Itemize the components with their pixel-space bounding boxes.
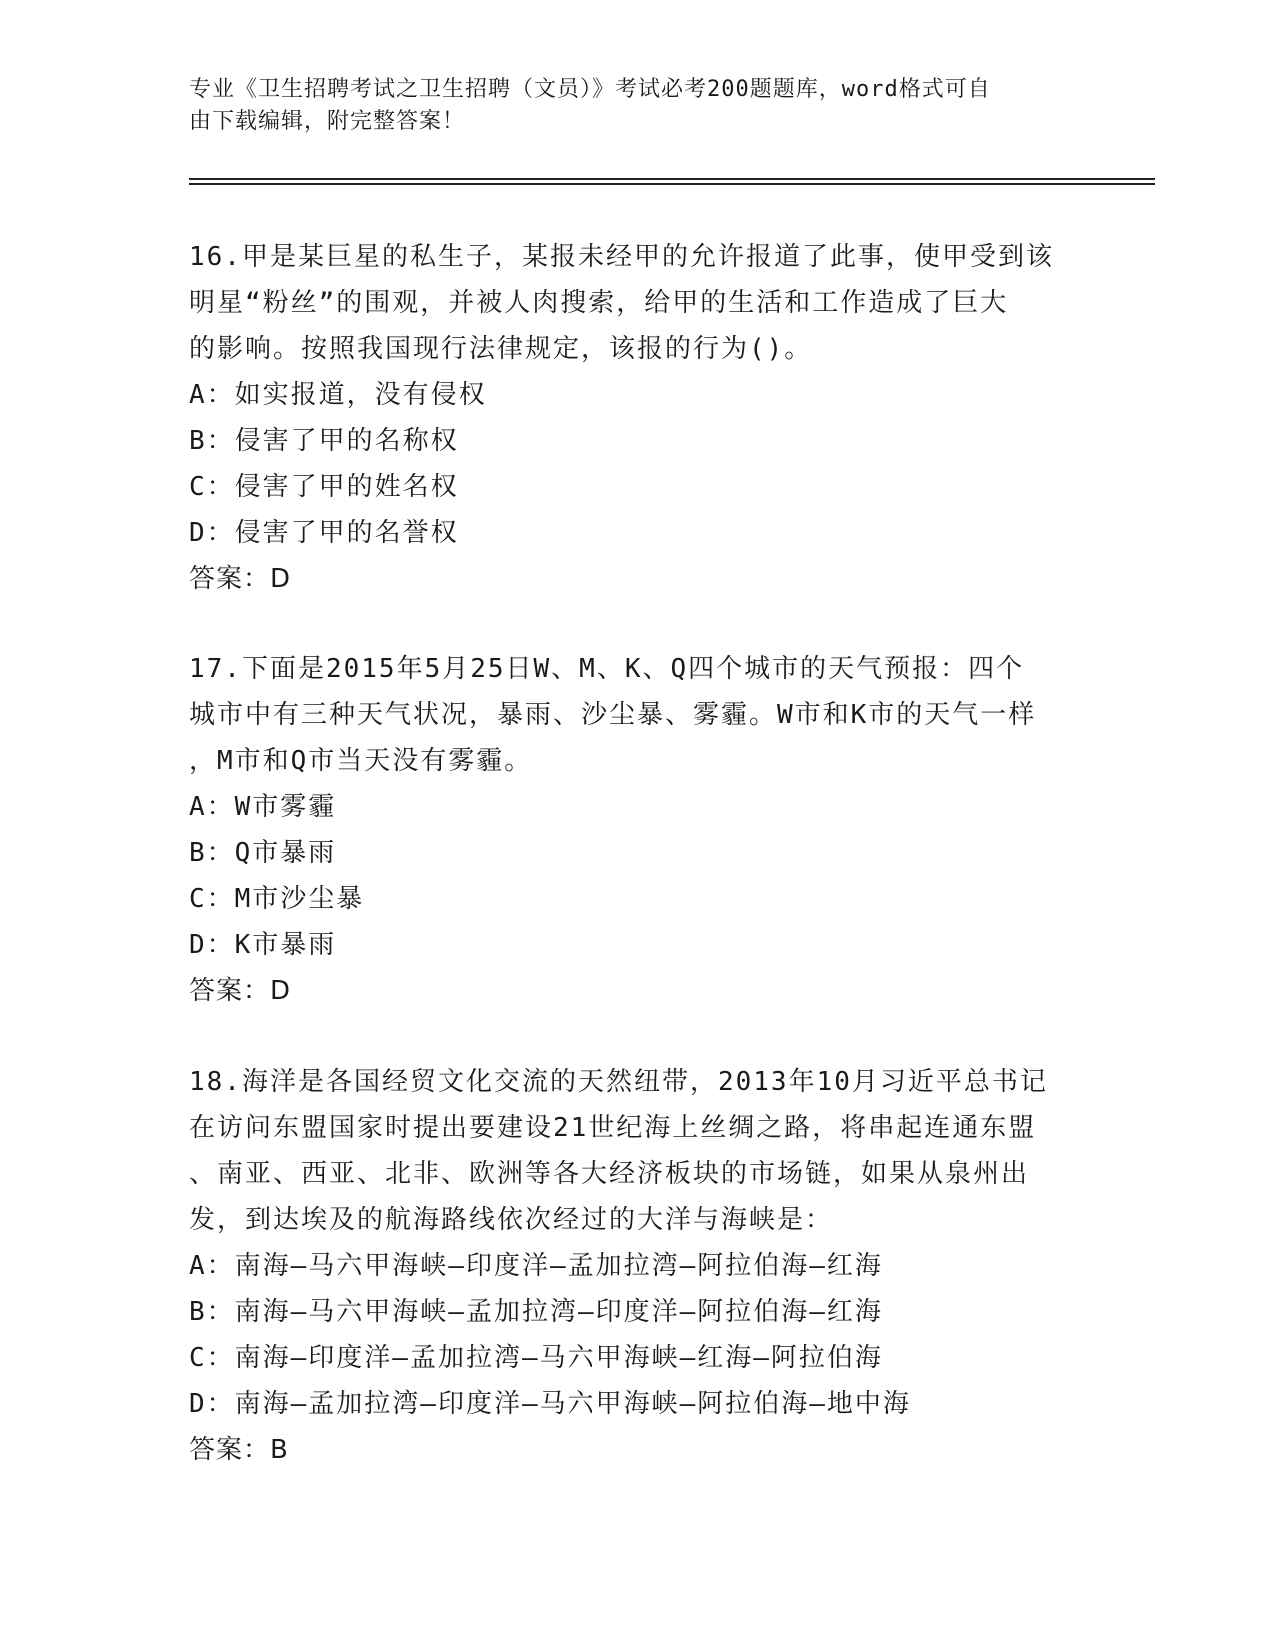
question-text-line: ，M市和Q市当天没有雾霾。: [189, 746, 533, 776]
option-a: A：W市雾霾: [189, 792, 337, 822]
option-d: D：侵害了甲的名誉权: [189, 518, 459, 548]
option-a: A：南海—马六甲海峡—印度洋—孟加拉湾—阿拉伯海—红海: [189, 1251, 883, 1281]
answer: 答案：B: [189, 1435, 289, 1465]
question-18: [189, 1059, 1089, 1473]
option-d: D：南海—孟加拉湾—印度洋—马六甲海峡—阿拉伯海—地中海: [189, 1389, 911, 1419]
question-text-line: 的影响。按照我国现行法律规定，该报的行为()。: [189, 334, 813, 364]
header-line-1: 专业《卫生招聘考试之卫生招聘（文员）》考试必考200题题库，word格式可自: [189, 77, 991, 102]
option-c: C：侵害了甲的姓名权: [189, 472, 459, 502]
question-text-line: 城市中有三种天气状况，暴雨、沙尘暴、雾霾。W市和K市的天气一样: [189, 700, 1037, 730]
header-divider-top: [189, 178, 1155, 180]
option-b: B：Q市暴雨: [189, 838, 337, 868]
option-c: C：M市沙尘暴: [189, 884, 365, 914]
answer: 答案：D: [189, 564, 292, 594]
document-header: [189, 74, 1089, 138]
answer: 答案：D: [189, 976, 292, 1006]
question-16: [189, 234, 1089, 602]
option-b: B：侵害了甲的名称权: [189, 426, 459, 456]
question-text-line: 17.下面是2015年5月25日W、M、K、Q四个城市的天气预报：四个: [189, 654, 1025, 684]
question-text-line: 发，到达埃及的航海路线依次经过的大洋与海峡是：: [189, 1205, 834, 1235]
header-line-2: 由下载编辑，附完整答案！: [189, 109, 466, 134]
option-a: A：如实报道，没有侵权: [189, 380, 487, 410]
option-c: C：南海—印度洋—孟加拉湾—马六甲海峡—红海—阿拉伯海: [189, 1343, 883, 1373]
question-text-line: 在访问东盟国家时提出要建设21世纪海上丝绸之路，将串起连通东盟: [189, 1113, 1037, 1143]
question-text-line: 、南亚、西亚、北非、欧洲等各大经济板块的市场链，如果从泉州出: [189, 1159, 1030, 1189]
option-b: B：南海—马六甲海峡—孟加拉湾—印度洋—阿拉伯海—红海: [189, 1297, 883, 1327]
header-divider-bottom: [189, 183, 1155, 185]
question-17: [189, 646, 1089, 1014]
question-text-line: 明星“粉丝”的围观，并被人肉搜索，给甲的生活和工作造成了巨大: [189, 288, 1009, 318]
option-d: D：K市暴雨: [189, 930, 337, 960]
question-text-line: 16.甲是某巨星的私生子，某报未经甲的允许报道了此事，使甲受到该: [189, 242, 1054, 272]
question-text-line: 18.海洋是各国经贸文化交流的天然纽带，2013年10月习近平总书记: [189, 1067, 1048, 1097]
